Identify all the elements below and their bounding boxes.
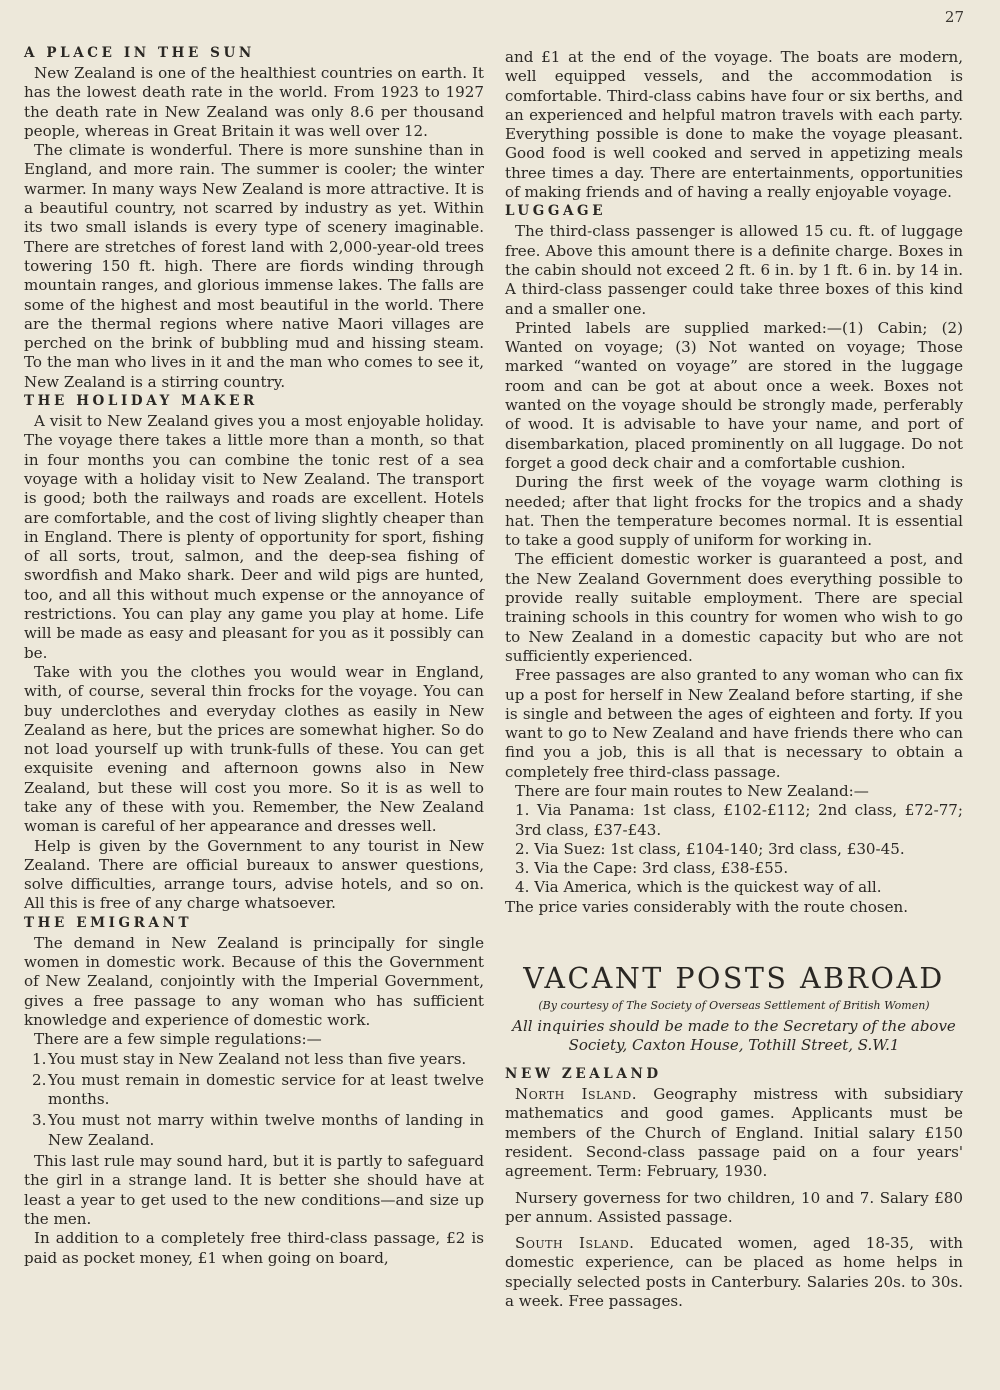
regulations-list <box>24 1050 484 1150</box>
section-heading-new-zealand: NEW ZEALAND <box>505 1066 662 1083</box>
paragraph-climate: The climate is wonderful. There is more sunshine than in England, and more rain. The summer is cooler; the winter warmer. In many ways New Zealand is more attractive. It is a beautiful country, not scarred by industry as yet. Within its two small islands is every type of scenery imaginable. There are stretches of forest land with 2,000-year-old trees towering 150 ft. high. There are fiords winding through mountain ranges, and glorious immense lakes. The falls are some of the highest and most beautiful in the world. There are the thermal regions where native Maori villages are perched on the brink of bubbling mud and hissing steam. To the man who lives in it and the man who comes to see it, New Zealand is a stirring country. <box>24 141 484 391</box>
regulation-item: 2. You must remain in domestic service for at least twelve months. <box>32 1070 484 1109</box>
regulation-item: 3. You must not marry within twelve months of landing in New Zealand. <box>32 1111 484 1149</box>
paragraph-labels: Printed labels are supplied marked:—(1) Cabin; (2) Wanted on voyage; (3) Not wanted on voyage; Those marked “wanted on voyage” are stored in the luggage room and can be got at about once a week. Boxes not wanted on the voyage should be strongly made, perferably of wood. It is advisable to have your name, and port of disembarkation, placed prominently on all luggage. Do not forget a good deck chair and a comfortable cushion. <box>505 318 963 472</box>
paragraph-luggage-allowance: The third-class passenger is allowed 15 cu. ft. of luggage free. Above this amount there is a definite charge. Boxes in the cabin should not exceed 2 ft. 6 in. by 1 ft. 6 in. by 14 in. A third-class passenger could take three boxes of this kind and a smaller one. <box>505 222 963 318</box>
paragraph-demand: The demand in New Zealand is principally for single women in domestic work. Because of this the Government of New Zealand, conjointly with the Imperial Government, gives a free passage to any woman who has sufficient knowledge and experience of domestic work. <box>24 933 484 1029</box>
paragraph-free-passage: In addition to a completely free third-class passage, £2 is paid as pocket money, £1 when going on board, <box>24 1229 484 1267</box>
paragraph-last-rule: This last rule may sound hard, but it is partly to safeguard the girl in a strange land. It is better she should have at least a year to get used to the new conditions—and size up the men. <box>24 1152 484 1228</box>
post-north-island: North Island. Geography mistress with subsidiary mathematics and good games. Applicants must be members of the Church of England. Initial salary £150 resident. Second-class passage paid on a four years' agreement. Term: February, 1930. <box>505 1085 963 1181</box>
section-heading-emigrant: THE EMIGRANT <box>24 914 193 931</box>
paragraph-clothes: Take with you the clothes you would wear in England, with, of course, several thin frocks for the voyage. You can buy underclothes and everyday clothes as easily in New Zealand as here, but the prices are somewhat higher. So do not load yourself up with trunk-fulls of these. You can get exquisite evening and afternoon gowns also in New Zealand, but these will cost you more. So it is as well to take any of these with you. Remember, the New Zealand woman is careful of her appearance and dresses well. <box>24 662 484 836</box>
paragraph-free-passages: Free passages are also granted to any woman who can fix up a post for herself in New Zealand before starting, if she is single and between the ages of eighteen and forty. If you want to go to New Zealand and have friends there who can find you a job, this is all that is necessary to obtain a completely free third-class passage. <box>505 666 963 781</box>
vacant-posts-title: VACANT POSTS ABROAD <box>523 962 945 996</box>
regulation-item: 1. You must stay in New Zealand not less than five years. <box>32 1049 467 1068</box>
courtesy-note: (By courtesy of The Society of Overseas Settlement of British Women) <box>538 999 930 1013</box>
paragraph-voyage-continued: and £1 at the end of the voyage. The boats are modern, well equipped vessels, and the accommodation is comfortable. Third-class cabins have four or six berths, and an experienced and helpful matron travels with each party. Everything possible is done to make the voyage pleasant. Good food is well cooked and served in appetizing meals three times a day. There are entertainments, opportunities of making friends and of having a really enjoyable voyage. <box>505 48 963 202</box>
section-heading-holiday-maker: THE HOLIDAY MAKER <box>24 393 258 410</box>
route-item: 3. Via the Cape: 3rd class, £38-£55. <box>515 859 789 878</box>
paragraph-domestic-worker: The efficient domestic worker is guaranteed a post, and the New Zealand Government does everything possible to provide really suitable employment. There are special training schools in this country for women who wish to go to New Zealand in a domestic capacity but who are not sufficiently experienced. <box>505 550 963 665</box>
post-label-south-island: South Island. <box>515 1234 635 1253</box>
left-column <box>24 44 484 1268</box>
paragraph-health: New Zealand is one of the healthiest countries on earth. It has the lowest death rate in the world. From 1923 to 1927 the death rate in New Zealand was only 8.6 per thousand people, whereas in Great Britain it was well over 12. <box>24 64 484 140</box>
route-item: 4. Via America, which is the quickest way of all. <box>515 878 882 897</box>
paragraph-clothing: During the first week of the voyage warm clothing is needed; after that light frocks for the tropics and a shady hat. Then the temperature becomes normal. It is essential to take a good supply of uniform for working in. <box>505 473 963 550</box>
paragraph-regulations-intro: There are a few simple regulations:— <box>34 1030 322 1049</box>
paragraph-routes-intro: There are four main routes to New Zealand:— <box>515 781 869 800</box>
post-nursery-governess: Nursery governess for two children, 10 and 7. Salary £80 per annum. Assisted passage. <box>505 1188 963 1226</box>
route-item: 2. Via Suez: 1st class, £104-140; 3rd class, £30-45. <box>515 839 905 858</box>
page-number: 27 <box>944 8 964 26</box>
section-heading-place-in-the-sun: A PLACE IN THE SUN <box>24 45 255 61</box>
paragraph-holiday-visit: A visit to New Zealand gives you a most enjoyable holiday. The voyage there takes a little more than a month, so that in four months you can combine the tonic rest of a sea voyage with a holiday visit to New Zealand. The transport is good; both the railways and roads are excellent. Hotels are comfortable, and the cost of living slightly cheaper than in England. There is plenty of opportunity for sport, fishing of all sorts, trout, salmon, and the deep-sea fishing of swordfish and Mako shark. Deer and wild pigs are hunted, too, and all this without much expense or the annoyance of restrictions. You can play any game you play at home. Life will be made as easy and pleasant for you as it possibly can be. <box>24 412 484 662</box>
route-item: 1. Via Panama: 1st class, £102-£112; 2nd class, £72-77; 3rd class, £37-£43. <box>515 801 963 839</box>
section-heading-luggage: LUGGAGE <box>505 203 607 220</box>
post-label-north-island: North Island. <box>515 1085 637 1104</box>
post-south-island: South Island. Educated women, aged 18-35, with domestic experience, can be placed as home helps in specially selected posts in Canterbury. Salaries 20s. to 30s. a week. Free passages. <box>505 1234 963 1311</box>
right-column <box>505 48 963 1318</box>
inquiries-note: All inquiries should be made to the Secretary of the above Society, Caxton House, Tothill Street, S.W.1 <box>512 1017 956 1055</box>
paragraph-tourist-help: Help is given by the Government to any tourist in New Zealand. There are official bureaux to answer questions, solve difficulties, arrange tours, advise hotels, and so on. All this is free of any charge whatsoever. <box>24 836 484 913</box>
paragraph-routes-outro: The price varies considerably with the route chosen. <box>505 897 909 916</box>
